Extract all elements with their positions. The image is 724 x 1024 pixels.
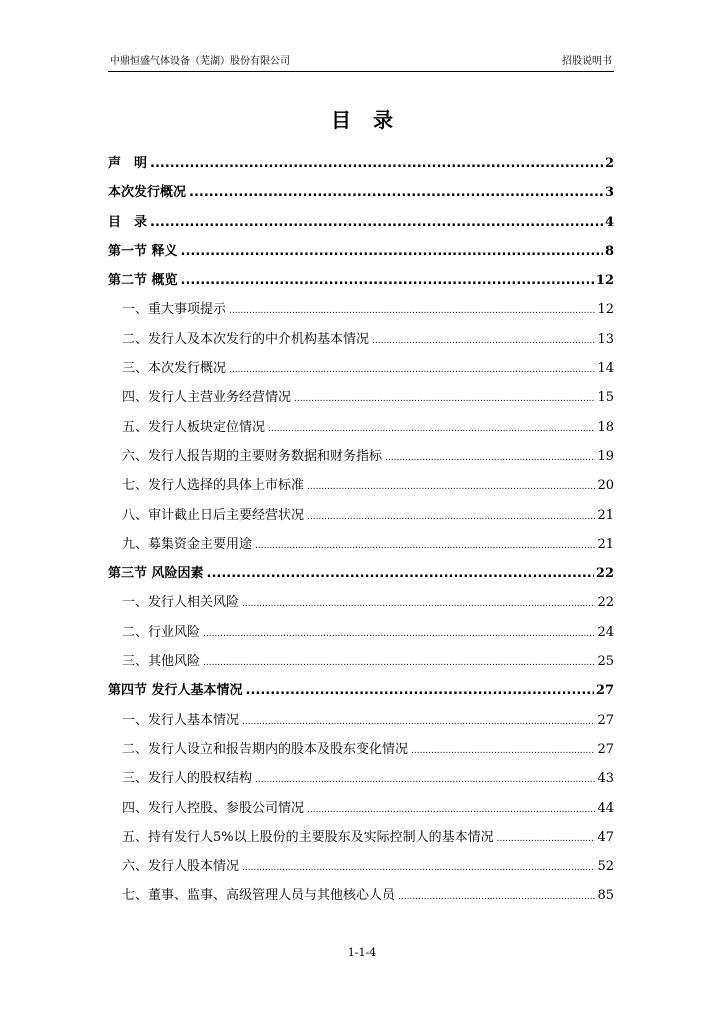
toc-subsection-entry[interactable] xyxy=(108,647,614,676)
toc-entry-page-number: 18 xyxy=(597,419,614,435)
toc-subsection-entry[interactable] xyxy=(108,794,614,823)
toc-entry-label: 目 录 xyxy=(108,214,148,230)
toc-entry-label: 四、发行人控股、参股公司情况 xyxy=(122,800,305,816)
toc-subsection-entry[interactable] xyxy=(108,442,614,471)
toc-entry-label: 声 明 xyxy=(108,156,148,171)
toc-dot-leader xyxy=(203,649,595,678)
toc-dot-leader xyxy=(203,620,595,649)
toc-entry-label: 一、重大事项提示 xyxy=(122,302,227,318)
toc-dot-leader xyxy=(242,854,595,883)
toc-subsection-entry[interactable] xyxy=(108,530,614,559)
toc-subsection-entry[interactable] xyxy=(108,295,614,324)
toc-entry-page-number: 14 xyxy=(597,361,614,377)
toc-subsection-entry[interactable] xyxy=(108,823,614,852)
toc-dot-leader xyxy=(189,178,603,207)
toc-entry-label: 第二节 概览 xyxy=(108,273,178,289)
toc-section-entry[interactable] xyxy=(108,178,614,207)
toc-entry-label: 第四节 发行人基本情况 xyxy=(108,683,243,699)
toc-dot-leader xyxy=(181,266,594,295)
toc-entry-label: 四、发行人主营业务经营情况 xyxy=(122,390,292,406)
toc-dot-leader xyxy=(150,149,603,178)
toc-section-entry[interactable] xyxy=(108,559,614,588)
toc-subsection-entry[interactable] xyxy=(108,852,614,881)
toc-dot-leader xyxy=(242,708,595,737)
toc-entry-page-number: 85 xyxy=(597,888,614,904)
toc-dot-leader xyxy=(181,237,603,266)
toc-entry-label: 七、董事、监事、高级管理人员与其他核心人员 xyxy=(122,888,396,904)
toc-section-entry[interactable] xyxy=(108,149,614,178)
toc-entry-label: 第三节 风险因素 xyxy=(108,566,204,582)
toc-entry-page-number: 47 xyxy=(597,829,614,845)
toc-entry-label: 二、发行人设立和报告期内的股本及股东变化情况 xyxy=(122,741,409,757)
toc-entry-page-number: 8 xyxy=(604,243,614,259)
toc-entry-page-number: 4 xyxy=(604,214,614,230)
toc-subsection-entry[interactable] xyxy=(108,588,614,617)
toc-entry-label: 一、发行人相关风险 xyxy=(122,595,240,611)
toc-entry-label: 三、发行人的股权结构 xyxy=(122,771,253,787)
toc-entry-label: 五、发行人板块定位情况 xyxy=(122,419,266,435)
toc-entry-label: 三、本次发行概况 xyxy=(122,361,227,377)
toc-dot-leader xyxy=(307,796,595,825)
toc-entry-label: 五、持有发行人5%以上股份的主要股东及实际控制人的基本情况 xyxy=(122,829,494,845)
toc-subsection-entry[interactable] xyxy=(108,354,614,383)
page-number: 1-1-4 xyxy=(347,946,377,959)
toc-entry-label: 本次发行概况 xyxy=(108,185,187,201)
toc-entry-page-number: 12 xyxy=(595,273,614,289)
header-company-name: 中鼎恒盛气体设备（芜湖）股份有限公司 xyxy=(110,56,290,67)
toc-entry-page-number: 15 xyxy=(597,390,614,406)
toc-dot-leader xyxy=(150,208,603,237)
toc-entry-page-number: 27 xyxy=(595,683,614,699)
toc-entry-page-number: 27 xyxy=(597,712,614,728)
toc-subsection-entry[interactable] xyxy=(108,618,614,647)
toc-dot-leader xyxy=(385,444,595,473)
toc-entry-page-number: 24 xyxy=(597,624,614,640)
toc-entry-label: 二、发行人及本次发行的中介机构基本情况 xyxy=(122,331,370,347)
toc-entry-page-number: 13 xyxy=(597,331,614,347)
toc-subsection-entry[interactable] xyxy=(108,383,614,412)
header-document-type: 招股说明书 xyxy=(562,56,612,67)
toc-entry-page-number: 22 xyxy=(597,595,614,611)
toc-entry-page-number: 21 xyxy=(597,536,614,552)
toc-subsection-entry[interactable] xyxy=(108,881,614,910)
toc-entry-page-number: 22 xyxy=(595,566,614,582)
toc-dot-leader xyxy=(372,327,595,356)
toc-entry-label: 九、募集资金主要用途 xyxy=(122,536,253,552)
toc-dot-leader xyxy=(307,473,595,502)
toc-entry-label: 六、发行人股本情况 xyxy=(122,859,240,875)
toc-subsection-entry[interactable] xyxy=(108,501,614,530)
toc-dot-leader xyxy=(398,883,595,912)
toc-section-entry[interactable] xyxy=(108,266,614,295)
toc-subsection-entry[interactable] xyxy=(108,735,614,764)
toc-dot-leader xyxy=(246,676,594,705)
toc-entry-page-number: 19 xyxy=(597,448,614,464)
toc-title: 目录 xyxy=(331,108,415,132)
toc-entry-page-number: 2 xyxy=(604,156,614,171)
toc-entry-page-number: 25 xyxy=(597,654,614,670)
toc-entry-label: 七、发行人选择的具体上市标准 xyxy=(122,478,305,494)
toc-entry-label: 第一节 释义 xyxy=(108,243,178,259)
toc-dot-leader xyxy=(497,825,596,854)
toc-entry-label: 一、发行人基本情况 xyxy=(122,712,240,728)
toc-entry-page-number: 27 xyxy=(597,741,614,757)
toc-entry-page-number: 12 xyxy=(597,302,614,318)
toc-entry-page-number: 43 xyxy=(597,771,614,787)
toc-subsection-entry[interactable] xyxy=(108,764,614,793)
toc-entry-label: 八、审计截止日后主要经营状况 xyxy=(122,507,305,523)
toc-dot-leader xyxy=(307,503,595,532)
toc-subsection-entry[interactable] xyxy=(108,325,614,354)
toc-subsection-entry[interactable] xyxy=(108,471,614,500)
toc-entry-page-number: 52 xyxy=(597,859,614,875)
page-header xyxy=(108,53,614,72)
toc-dot-leader xyxy=(207,559,594,588)
toc-section-entry[interactable] xyxy=(108,208,614,237)
toc-dot-leader xyxy=(411,737,595,766)
toc-dot-leader xyxy=(255,532,595,561)
toc-section-entry[interactable] xyxy=(108,237,614,266)
toc-entry-page-number: 21 xyxy=(597,507,614,523)
toc-entry-page-number: 3 xyxy=(604,185,614,201)
toc-dot-leader xyxy=(242,590,595,619)
toc-dot-leader xyxy=(229,297,595,326)
toc-section-entry[interactable] xyxy=(108,676,614,705)
table-of-contents xyxy=(108,149,614,911)
toc-entry-page-number: 20 xyxy=(597,478,614,494)
toc-entry-label: 二、行业风险 xyxy=(122,624,201,640)
toc-entry-label: 三、其他风险 xyxy=(122,654,201,670)
toc-subsection-entry[interactable] xyxy=(108,413,614,442)
toc-dot-leader xyxy=(255,766,595,795)
toc-entry-page-number: 44 xyxy=(597,800,614,816)
toc-dot-leader xyxy=(229,356,595,385)
toc-dot-leader xyxy=(268,415,595,444)
toc-subsection-entry[interactable] xyxy=(108,706,614,735)
toc-entry-label: 六、发行人报告期的主要财务数据和财务指标 xyxy=(122,448,383,464)
toc-dot-leader xyxy=(294,385,595,414)
